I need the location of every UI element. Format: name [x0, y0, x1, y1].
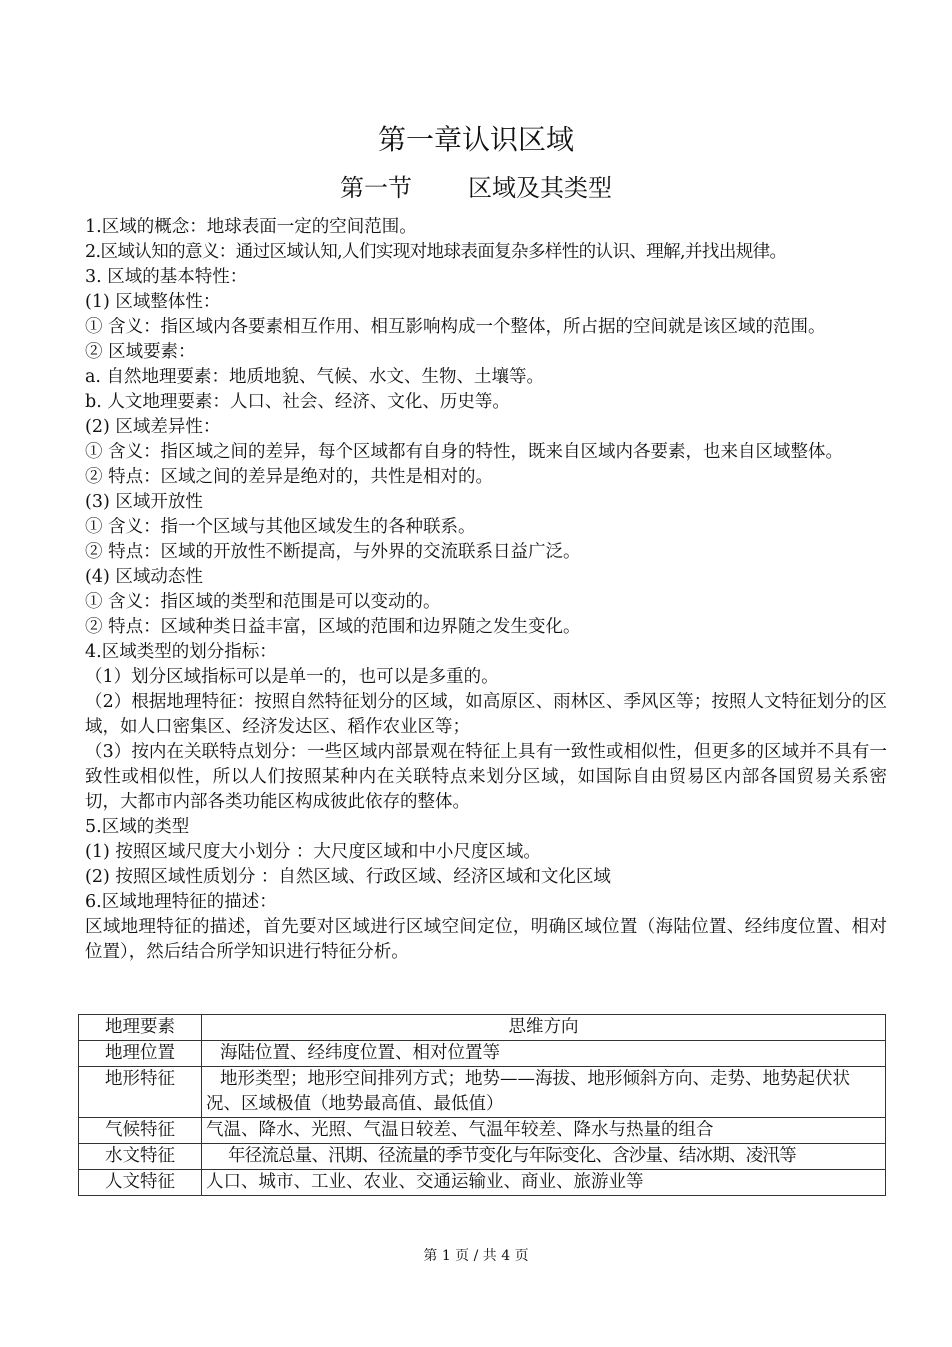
chapter-title: 第一章认识区域 — [377, 123, 574, 156]
table-header-row — [79, 1015, 886, 1041]
table-cell: 海陆位置、经纬度位置、相对位置等 — [202, 1041, 886, 1067]
table-header: 地理要素 — [79, 1015, 202, 1041]
paragraph: (1) 按照区域尺度大小划分 ：大尺度区域和中小尺度区域。 — [85, 842, 541, 862]
paragraph: (3) 区域开放性 — [85, 492, 203, 512]
table-cell: 地理位置 — [79, 1041, 202, 1067]
paragraph: ① 含义：指区域的类型和范围是可以变动的。 — [85, 592, 441, 612]
table-row — [79, 1041, 886, 1067]
paragraph: （1）划分区域指标可以是单一的，也可以是多重的。 — [85, 667, 499, 687]
paragraph: 3. 区域的基本特性： — [85, 267, 248, 287]
paragraph: (1) 区域整体性： — [85, 292, 221, 312]
paragraph: (2) 按照区域性质划分 ：自然区域、行政区域、经济区域和文化区域 — [85, 867, 611, 887]
paragraph: （2）根据地理特征：按照自然特征划分的区域，如高原区、雨林区、季风区等；按照人文特征划分的区域，如人口密集区、经济发达区、稻作农业区等； — [85, 692, 887, 737]
paragraph: 1.区域的概念：地球表面一定的空间范围。 — [85, 217, 417, 237]
paragraph: 2.区域认知的意义：通过区域认知,人们实现对地球表面复杂多样性的认识、理解,并找出规律。 — [85, 242, 787, 262]
table-cell: 气温、降水、光照、气温日较差、气温年较差、降水与热量的组合 — [202, 1118, 886, 1144]
paragraph: 区域地理特征的描述，首先要对区域进行区域空间定位，明确区域位置（海陆位置、经纬度位置、相对位置），然后结合所学知识进行特征分析。 — [85, 917, 887, 962]
section-name: 区域及其类型 — [468, 174, 612, 202]
paragraph: ② 特点：区域种类日益丰富，区域的范围和边界随之发生变化。 — [85, 617, 581, 637]
paragraph: ② 特点：区域的开放性不断提高，与外界的交流联系日益广泛。 — [85, 542, 581, 562]
table-cell: 年径流总量、汛期、径流量的季节变化与年际变化、含沙量、结冰期、凌汛等 — [202, 1144, 886, 1170]
paragraph: 4.区域类型的划分指标： — [85, 642, 277, 662]
table-cell: 地形特征 — [79, 1067, 202, 1118]
section-number: 第一节 — [340, 174, 412, 202]
paragraph: (4) 区域动态性 — [85, 567, 203, 587]
table-row — [79, 1170, 886, 1196]
paragraph: a. 自然地理要素：地质地貌、气候、水文、生物、土壤等。 — [85, 367, 545, 387]
paragraph: ① 含义：指区域内各要素相互作用、相互影响构成一个整体，所占据的空间就是该区域的范围。 — [85, 317, 826, 337]
paragraph: ② 区域要素： — [85, 342, 196, 362]
paragraph: b. 人文地理要素：人口、社会、经济、文化、历史等。 — [85, 392, 510, 412]
geographic-features-table — [78, 1014, 886, 1196]
table-header: 思维方向 — [202, 1015, 886, 1041]
section-title — [0, 170, 952, 206]
table-row — [79, 1144, 886, 1170]
table-cell: 人文特征 — [79, 1170, 202, 1196]
paragraph: 5.区域的类型 — [85, 817, 190, 837]
table-cell: 人口、城市、工业、农业、交通运输业、商业、旅游业等 — [202, 1170, 886, 1196]
paragraph: （3）按内在关联特点划分：一些区域内部景观在特征上具有一致性或相似性，但更多的区域并不具有一致性或相似性，所以人们按照某种内在关联特点来划分区域，如国际自由贸易区内部各国贸易关系密切，大都市内部各类功能区构成彼此依存的整体。 — [85, 742, 887, 812]
paragraph: 6.区域地理特征的描述： — [85, 892, 277, 912]
table-cell: 地形类型；地形空间排列方式；地势——海拔、地形倾斜方向、走势、地势起伏状况、区域极值（地势最高值、最低值） — [202, 1067, 886, 1118]
paragraph: ① 含义：指区域之间的差异，每个区域都有自身的特性，既来自区域内各要素，也来自区域整体。 — [85, 442, 844, 462]
paragraph: ② 特点：区域之间的差异是绝对的，共性是相对的。 — [85, 467, 494, 487]
table-cell: 水文特征 — [79, 1144, 202, 1170]
body-content — [85, 215, 887, 965]
table-row — [79, 1118, 886, 1144]
paragraph: (2) 区域差异性： — [85, 417, 221, 437]
paragraph: ① 含义：指一个区域与其他区域发生的各种联系。 — [85, 517, 476, 537]
page-number-footer: 第 1 页 / 共 4 页 — [423, 1248, 529, 1264]
table-cell: 气候特征 — [79, 1118, 202, 1144]
table-row — [79, 1067, 886, 1118]
